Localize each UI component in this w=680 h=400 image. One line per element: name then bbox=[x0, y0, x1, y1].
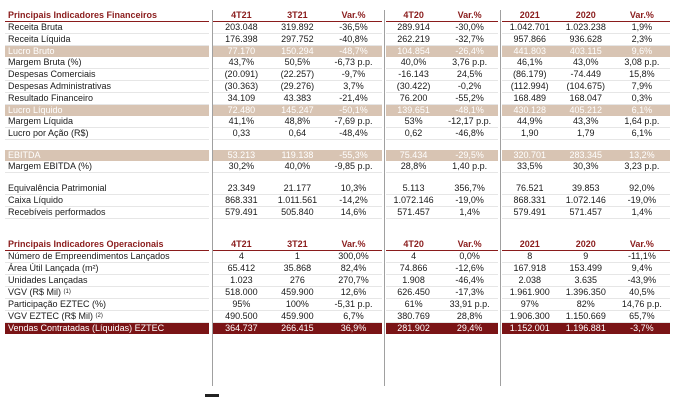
cell-value: 39.853 bbox=[558, 183, 614, 195]
cell-value: 6,7% bbox=[325, 311, 381, 323]
column-header: Var.% bbox=[614, 239, 670, 251]
table-row bbox=[5, 128, 670, 140]
column-header: 2021 bbox=[502, 239, 558, 251]
cell-value: 139.651 bbox=[386, 105, 442, 117]
cell-value: 35.868 bbox=[269, 263, 325, 275]
row-label-text: Lucro por Ação (R$) bbox=[8, 128, 89, 138]
cell-value: 297.752 bbox=[269, 34, 325, 46]
cell-value: -46,4% bbox=[442, 275, 498, 287]
cell-value: -17,3% bbox=[442, 287, 498, 299]
cell-value: 44,9% bbox=[502, 116, 558, 128]
table-row bbox=[5, 263, 670, 275]
row-label-text: Margem Líquida bbox=[8, 116, 74, 126]
table-row bbox=[5, 69, 670, 81]
column-header: 3T21 bbox=[269, 239, 325, 251]
column-header: 2020 bbox=[558, 10, 614, 22]
table-row bbox=[5, 183, 670, 195]
cell-value: 1.072.146 bbox=[558, 195, 614, 207]
cell-value: 430.128 bbox=[502, 105, 558, 117]
footnote-marker: (2) bbox=[95, 313, 103, 319]
column-header: 4T20 bbox=[386, 239, 442, 251]
cell-value: -43,9% bbox=[614, 275, 670, 287]
row-label-text: Despesas Comerciais bbox=[8, 69, 96, 79]
spacer-row bbox=[5, 219, 670, 230]
cell-value: 276 bbox=[269, 275, 325, 287]
cell-value: 518.000 bbox=[213, 287, 269, 299]
row-label bbox=[5, 161, 209, 173]
cell-value: 1.152.001 bbox=[502, 323, 558, 335]
cell-value: -46,8% bbox=[442, 128, 498, 140]
cell-value: -6,73 p.p. bbox=[325, 57, 381, 69]
row-label bbox=[5, 251, 209, 263]
cell-value: 289.914 bbox=[386, 22, 442, 34]
cell-value: 459.900 bbox=[269, 311, 325, 323]
column-header: Var.% bbox=[614, 10, 670, 22]
spacer-cell bbox=[5, 229, 670, 239]
cell-value: 0,33 bbox=[213, 128, 269, 140]
cell-value: 14,76 p.p. bbox=[614, 299, 670, 311]
row-label-text: Participação EZTEC (%) bbox=[8, 299, 107, 309]
table-row bbox=[5, 81, 670, 93]
cell-value: 3,23 p.p. bbox=[614, 161, 670, 173]
row-label bbox=[5, 22, 209, 34]
cell-value: -7,69 p.p. bbox=[325, 116, 381, 128]
table-row bbox=[5, 311, 670, 323]
cell-value: 283.345 bbox=[558, 150, 614, 161]
cell-value: -48,1% bbox=[442, 105, 498, 117]
cell-value: -9,7% bbox=[325, 69, 381, 81]
column-header: 4T20 bbox=[386, 10, 442, 22]
row-label-text: Área Útil Lançada (m²) bbox=[8, 263, 99, 273]
cell-value: 43,0% bbox=[558, 57, 614, 69]
row-label-text: Margem EBITDA (%) bbox=[8, 161, 93, 171]
cell-value: (112.994) bbox=[502, 81, 558, 93]
row-label bbox=[5, 93, 209, 105]
column-header: 2020 bbox=[558, 239, 614, 251]
cell-value: 48,8% bbox=[269, 116, 325, 128]
cell-value: 1.150.669 bbox=[558, 311, 614, 323]
cell-value: 1.396.350 bbox=[558, 287, 614, 299]
cell-value: 1.042.701 bbox=[502, 22, 558, 34]
cell-value: 364.737 bbox=[213, 323, 269, 335]
cell-value: 168.489 bbox=[502, 93, 558, 105]
cell-value: 28,8% bbox=[442, 311, 498, 323]
row-label-text: Resultado Financeiro bbox=[8, 93, 94, 103]
cell-value: 104.854 bbox=[386, 46, 442, 58]
cell-value: -55,2% bbox=[442, 93, 498, 105]
cell-value: 21.177 bbox=[269, 183, 325, 195]
cell-value: 40,0% bbox=[386, 57, 442, 69]
table-row bbox=[5, 150, 670, 161]
cell-value: (29.276) bbox=[269, 81, 325, 93]
row-label bbox=[5, 34, 209, 46]
cell-value: 262.219 bbox=[386, 34, 442, 46]
row-label bbox=[5, 207, 209, 219]
cell-value: 281.902 bbox=[386, 323, 442, 335]
cell-value: 3.635 bbox=[558, 275, 614, 287]
cell-value: 12,6% bbox=[325, 287, 381, 299]
table-row bbox=[5, 116, 670, 128]
cell-value: 957.866 bbox=[502, 34, 558, 46]
spacer-cell bbox=[5, 140, 670, 151]
cell-value: 92,0% bbox=[614, 183, 670, 195]
cell-value: 579.491 bbox=[502, 207, 558, 219]
row-label bbox=[5, 299, 209, 311]
cell-value: 43.383 bbox=[269, 93, 325, 105]
cell-value: (30.363) bbox=[213, 81, 269, 93]
column-divider-prior-year bbox=[384, 10, 385, 386]
table-row bbox=[5, 93, 670, 105]
cell-value: 168.047 bbox=[558, 93, 614, 105]
row-label-text: VGV (R$ Mil) bbox=[8, 287, 62, 297]
cell-value: 1,79 bbox=[558, 128, 614, 140]
table-row bbox=[5, 287, 670, 299]
cell-value: 1,4% bbox=[614, 207, 670, 219]
cell-value: 33,91 p.p. bbox=[442, 299, 498, 311]
cell-value: 1,4% bbox=[442, 207, 498, 219]
cell-value: 43,7% bbox=[213, 57, 269, 69]
cell-value: 28,8% bbox=[386, 161, 442, 173]
cell-value: 100% bbox=[269, 299, 325, 311]
table-row bbox=[5, 46, 670, 58]
cell-value: 7,9% bbox=[614, 81, 670, 93]
row-label bbox=[5, 263, 209, 275]
cell-value: 1.011.561 bbox=[269, 195, 325, 207]
cell-value: 1.906.300 bbox=[502, 311, 558, 323]
cell-value: (30.422) bbox=[386, 81, 442, 93]
row-label-text: Receita Líquida bbox=[8, 34, 71, 44]
table-row bbox=[5, 299, 670, 311]
cell-value: 82,4% bbox=[325, 263, 381, 275]
cell-value: -21,4% bbox=[325, 93, 381, 105]
column-header: Var.% bbox=[442, 239, 498, 251]
cell-value: 46,1% bbox=[502, 57, 558, 69]
cell-value: 868.331 bbox=[502, 195, 558, 207]
cell-value: 15,8% bbox=[614, 69, 670, 81]
cell-value: 6,1% bbox=[614, 105, 670, 117]
cell-value: -48,4% bbox=[325, 128, 381, 140]
table-row bbox=[5, 57, 670, 69]
row-label-text: VGV EZTEC (R$ Mil) bbox=[8, 311, 94, 321]
cell-value: 176.398 bbox=[213, 34, 269, 46]
cell-value: 119.138 bbox=[269, 150, 325, 161]
row-label bbox=[5, 275, 209, 287]
cell-value: -12,6% bbox=[442, 263, 498, 275]
cell-value: 1 bbox=[269, 251, 325, 263]
cell-value: 41,1% bbox=[213, 116, 269, 128]
column-divider-annual bbox=[500, 10, 501, 386]
row-label-text: Número de Empreendimentos Lançados bbox=[8, 251, 170, 261]
cell-value: -9,85 p.p. bbox=[325, 161, 381, 173]
cell-value: 0,64 bbox=[269, 128, 325, 140]
row-label bbox=[5, 323, 209, 335]
cell-value: 72.480 bbox=[213, 105, 269, 117]
row-label bbox=[5, 105, 209, 117]
row-label-text: Equivalência Patrimonial bbox=[8, 183, 107, 193]
row-label-text: Recebíveis performados bbox=[8, 207, 106, 217]
cell-value: 43,3% bbox=[558, 116, 614, 128]
cell-value: 24,5% bbox=[442, 69, 498, 81]
cell-value: 1.023.238 bbox=[558, 22, 614, 34]
cell-value: 1.023 bbox=[213, 275, 269, 287]
cell-value: 10,3% bbox=[325, 183, 381, 195]
cell-value: 76.521 bbox=[502, 183, 558, 195]
row-label bbox=[5, 183, 209, 195]
cell-value: 1,40 p.p. bbox=[442, 161, 498, 173]
cell-value: -19,0% bbox=[614, 195, 670, 207]
cell-value: 1,9% bbox=[614, 22, 670, 34]
footnote-marker: (1) bbox=[63, 289, 71, 295]
row-label bbox=[5, 150, 209, 161]
cell-value: 868.331 bbox=[213, 195, 269, 207]
cell-value: -19,0% bbox=[442, 195, 498, 207]
row-label-text: Margem Bruta (%) bbox=[8, 57, 82, 67]
table-row bbox=[5, 195, 670, 207]
cell-value: (20.091) bbox=[213, 69, 269, 81]
cell-value: 441.803 bbox=[502, 46, 558, 58]
financial-header-row bbox=[5, 10, 670, 22]
row-label-text: EBITDA bbox=[8, 150, 41, 160]
cell-value: 1,64 p.p. bbox=[614, 116, 670, 128]
cell-value: 1.908 bbox=[386, 275, 442, 287]
cell-value: 150.294 bbox=[269, 46, 325, 58]
spacer-row bbox=[5, 173, 670, 184]
column-header: 4T21 bbox=[213, 239, 269, 251]
cell-value: -5,31 p.p. bbox=[325, 299, 381, 311]
row-label bbox=[5, 69, 209, 81]
spacer-cell bbox=[5, 219, 670, 230]
cell-value: 97% bbox=[502, 299, 558, 311]
row-label bbox=[5, 128, 209, 140]
cell-value: 4 bbox=[386, 251, 442, 263]
cell-value: -14,2% bbox=[325, 195, 381, 207]
row-label-text: Receita Bruta bbox=[8, 22, 63, 32]
indicators-table bbox=[5, 10, 670, 334]
cell-value: -48,7% bbox=[325, 46, 381, 58]
cell-value: -16.143 bbox=[386, 69, 442, 81]
cell-value: -74.449 bbox=[558, 69, 614, 81]
cell-value: -11,1% bbox=[614, 251, 670, 263]
table-row bbox=[5, 207, 670, 219]
cell-value: 300,0% bbox=[325, 251, 381, 263]
column-header: Var.% bbox=[325, 10, 381, 22]
column-header: Var.% bbox=[442, 10, 498, 22]
indicators-report bbox=[5, 10, 670, 334]
row-label-text: Despesas Administrativas bbox=[8, 81, 112, 91]
cell-value: 505.840 bbox=[269, 207, 325, 219]
cell-value: (104.675) bbox=[558, 81, 614, 93]
cell-value: -36,5% bbox=[325, 22, 381, 34]
cell-value: 153.499 bbox=[558, 263, 614, 275]
cell-value: 319.892 bbox=[269, 22, 325, 34]
cell-value: 40,5% bbox=[614, 287, 670, 299]
row-label bbox=[5, 116, 209, 128]
cell-value: 9,4% bbox=[614, 263, 670, 275]
row-label-text: Lucro Líquido bbox=[8, 105, 63, 115]
cell-value: 3,7% bbox=[325, 81, 381, 93]
cell-value: 356,7% bbox=[442, 183, 498, 195]
cell-value: 6,1% bbox=[614, 128, 670, 140]
row-label bbox=[5, 81, 209, 93]
cell-value: 380.769 bbox=[386, 311, 442, 323]
page-footer-mark bbox=[205, 394, 219, 397]
cell-value: 490.500 bbox=[213, 311, 269, 323]
cell-value: 3,08 p.p. bbox=[614, 57, 670, 69]
table-row bbox=[5, 22, 670, 34]
cell-value: 33,5% bbox=[502, 161, 558, 173]
cell-value: -26,4% bbox=[442, 46, 498, 58]
cell-value: -30,0% bbox=[442, 22, 498, 34]
table-row bbox=[5, 161, 670, 173]
cell-value: 270,7% bbox=[325, 275, 381, 287]
cell-value: 23.349 bbox=[213, 183, 269, 195]
spacer-cell bbox=[5, 173, 670, 184]
cell-value: 50,5% bbox=[269, 57, 325, 69]
cell-value: -29,5% bbox=[442, 150, 498, 161]
cell-value: 53% bbox=[386, 116, 442, 128]
cell-value: 0,62 bbox=[386, 128, 442, 140]
row-label bbox=[5, 57, 209, 69]
spacer-row bbox=[5, 229, 670, 239]
cell-value: -50,1% bbox=[325, 105, 381, 117]
row-label bbox=[5, 46, 209, 58]
section-title: Principais Indicadores Financeiros bbox=[5, 10, 209, 22]
cell-value: 9,6% bbox=[614, 46, 670, 58]
row-label bbox=[5, 287, 209, 299]
cell-value: 61% bbox=[386, 299, 442, 311]
cell-value: 8 bbox=[502, 251, 558, 263]
cell-value: 266.415 bbox=[269, 323, 325, 335]
cell-value: -40,8% bbox=[325, 34, 381, 46]
cell-value: 82% bbox=[558, 299, 614, 311]
cell-value: 74.866 bbox=[386, 263, 442, 275]
cell-value: 936.628 bbox=[558, 34, 614, 46]
cell-value: 13,2% bbox=[614, 150, 670, 161]
cell-value: -3,7% bbox=[614, 323, 670, 335]
cell-value: 95% bbox=[213, 299, 269, 311]
row-label bbox=[5, 311, 209, 323]
column-header: 3T21 bbox=[269, 10, 325, 22]
cell-value: 571.457 bbox=[386, 207, 442, 219]
cell-value: 75.434 bbox=[386, 150, 442, 161]
cell-value: 571.457 bbox=[558, 207, 614, 219]
cell-value: 65,7% bbox=[614, 311, 670, 323]
cell-value: 76.200 bbox=[386, 93, 442, 105]
operational-header-row bbox=[5, 239, 670, 251]
cell-value: 405.212 bbox=[558, 105, 614, 117]
cell-value: (86.179) bbox=[502, 69, 558, 81]
cell-value: 459.900 bbox=[269, 287, 325, 299]
table-row bbox=[5, 323, 670, 335]
cell-value: 579.491 bbox=[213, 207, 269, 219]
row-label-text: Caixa Líquido bbox=[8, 195, 64, 205]
column-header: 4T21 bbox=[213, 10, 269, 22]
row-label-text: Vendas Contratadas (Líquidas) EZTEC bbox=[8, 323, 165, 333]
cell-value: 626.450 bbox=[386, 287, 442, 299]
cell-value: 4 bbox=[213, 251, 269, 263]
cell-value: -12,17 p.p. bbox=[442, 116, 498, 128]
cell-value: 30,3% bbox=[558, 161, 614, 173]
cell-value: 2,3% bbox=[614, 34, 670, 46]
cell-value: 167.918 bbox=[502, 263, 558, 275]
cell-value: 5.113 bbox=[386, 183, 442, 195]
row-label bbox=[5, 195, 209, 207]
cell-value: 36,9% bbox=[325, 323, 381, 335]
cell-value: 403.115 bbox=[558, 46, 614, 58]
cell-value: 145.247 bbox=[269, 105, 325, 117]
column-header: 2021 bbox=[502, 10, 558, 22]
cell-value: (22.257) bbox=[269, 69, 325, 81]
row-label-text: Lucro Bruto bbox=[8, 46, 55, 56]
cell-value: 0,0% bbox=[442, 251, 498, 263]
spacer-row bbox=[5, 140, 670, 151]
table-row bbox=[5, 251, 670, 263]
cell-value: 0,3% bbox=[614, 93, 670, 105]
cell-value: 1.196.881 bbox=[558, 323, 614, 335]
cell-value: 203.048 bbox=[213, 22, 269, 34]
cell-value: 2.038 bbox=[502, 275, 558, 287]
cell-value: 40,0% bbox=[269, 161, 325, 173]
cell-value: 1.961.900 bbox=[502, 287, 558, 299]
cell-value: 3,76 p.p. bbox=[442, 57, 498, 69]
cell-value: 1.072.146 bbox=[386, 195, 442, 207]
section-title: Principais Indicadores Operacionais bbox=[5, 239, 209, 251]
cell-value: 9 bbox=[558, 251, 614, 263]
cell-value: 34.109 bbox=[213, 93, 269, 105]
row-label-text: Unidades Lançadas bbox=[8, 275, 88, 285]
cell-value: 29,4% bbox=[442, 323, 498, 335]
cell-value: -32,7% bbox=[442, 34, 498, 46]
table-row bbox=[5, 105, 670, 117]
cell-value: 1,90 bbox=[502, 128, 558, 140]
cell-value: 53.213 bbox=[213, 150, 269, 161]
cell-value: 30,2% bbox=[213, 161, 269, 173]
table-row bbox=[5, 275, 670, 287]
cell-value: 14,6% bbox=[325, 207, 381, 219]
cell-value: 320.701 bbox=[502, 150, 558, 161]
cell-value: -0,2% bbox=[442, 81, 498, 93]
table-row bbox=[5, 34, 670, 46]
cell-value: 65.412 bbox=[213, 263, 269, 275]
column-header: Var.% bbox=[325, 239, 381, 251]
column-divider-quarter bbox=[212, 10, 213, 386]
cell-value: -55,3% bbox=[325, 150, 381, 161]
cell-value: 77.170 bbox=[213, 46, 269, 58]
